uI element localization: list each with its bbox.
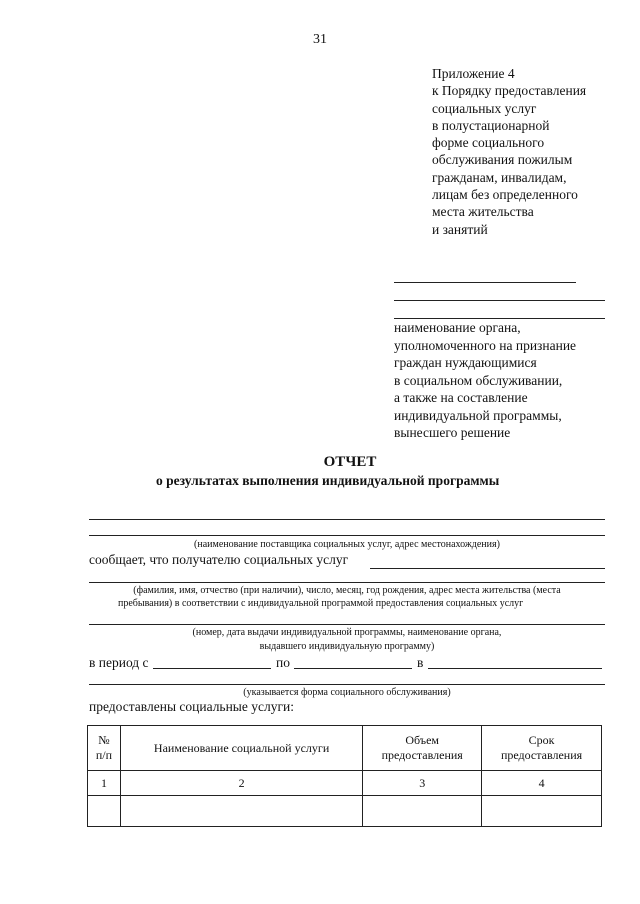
report-subtitle: о результатах выполнения индивидуальной программы bbox=[156, 473, 500, 488]
column-number-cell: 4 bbox=[482, 771, 602, 796]
addressee-line-1[interactable] bbox=[394, 282, 576, 283]
table-header-row bbox=[88, 726, 602, 771]
empty-cell[interactable] bbox=[88, 796, 121, 827]
program-line[interactable] bbox=[89, 624, 605, 625]
form-hint: (указывается форма социального обслуживания) bbox=[243, 687, 451, 698]
header-number bbox=[88, 726, 121, 771]
appendix-line: социальных услуг bbox=[432, 100, 537, 116]
recipient-line-2[interactable] bbox=[89, 582, 605, 583]
recipient-hint-1: (фамилия, имя, отчество (при наличии), число, месяц, год рождения, адрес места жительства (места bbox=[133, 585, 561, 596]
column-number-cell: 2 bbox=[120, 771, 362, 796]
program-hint-1: (номер, дата выдачи индивидуальной программы, наименование органа, bbox=[192, 627, 502, 638]
appendix-line: Приложение 4 bbox=[432, 66, 515, 81]
report-title: ОТЧЕТ bbox=[323, 454, 377, 470]
informs-label: сообщает, что получателю социальных услуг bbox=[89, 552, 349, 567]
form-line[interactable] bbox=[89, 684, 605, 685]
services-table bbox=[87, 725, 602, 827]
table-number-row bbox=[88, 771, 602, 796]
appendix-line: к Порядку предоставления bbox=[432, 83, 587, 99]
empty-cell[interactable] bbox=[482, 796, 602, 827]
header-service-name bbox=[120, 726, 362, 771]
header-text: п/п bbox=[95, 748, 113, 762]
period-in-field[interactable] bbox=[428, 668, 602, 669]
authority-line: граждан нуждающимися bbox=[394, 355, 537, 370]
period-from-label: в период с bbox=[89, 655, 149, 670]
recipient-line-1[interactable] bbox=[370, 568, 605, 569]
authority-line: индивидуальной программы, bbox=[394, 407, 562, 423]
addressee-line-2[interactable] bbox=[394, 300, 605, 301]
header-text: Срок bbox=[528, 733, 555, 747]
appendix-line: места жительства bbox=[432, 204, 534, 220]
appendix-line: лицам без определенного bbox=[432, 187, 578, 203]
appendix-line: гражданам, инвалидам, bbox=[432, 169, 567, 185]
header-volume bbox=[363, 726, 482, 771]
appendix-header bbox=[432, 65, 586, 238]
provider-hint: (наименование поставщика социальных услуг, адрес местонахождения) bbox=[194, 539, 500, 550]
authority-line: вынесшего решение bbox=[394, 425, 511, 440]
appendix-line: и занятий bbox=[432, 221, 488, 237]
program-hint-2: выдавшего индивидуальную программу) bbox=[259, 641, 435, 652]
period-in-label: в bbox=[417, 655, 424, 670]
header-text: Объем bbox=[405, 733, 439, 747]
provider-line-1[interactable] bbox=[89, 519, 605, 520]
header-text: № bbox=[98, 733, 110, 747]
provider-line-2[interactable] bbox=[89, 535, 605, 536]
authority-line: в социальном обслуживании, bbox=[394, 372, 563, 388]
table-row bbox=[88, 796, 602, 827]
header-term bbox=[482, 726, 602, 771]
header-text: предоставления bbox=[381, 748, 463, 762]
empty-cell[interactable] bbox=[363, 796, 482, 827]
appendix-line: обслуживания пожилым bbox=[432, 152, 573, 168]
column-number-cell: 1 bbox=[88, 771, 121, 796]
period-to-label: по bbox=[276, 655, 290, 670]
empty-cell[interactable] bbox=[120, 796, 362, 827]
authority-line: а также на составление bbox=[394, 390, 528, 405]
header-text: предоставления bbox=[500, 748, 583, 762]
page-number: 31 bbox=[313, 32, 327, 47]
column-number-cell: 3 bbox=[363, 771, 482, 796]
authority-line: уполномоченного на признание bbox=[394, 337, 577, 353]
services-provided-label: предоставлены социальные услуги: bbox=[89, 699, 294, 714]
recipient-hint-2: пребывания) в соответствии с индивидуальной программой предоставления социальных услуг bbox=[118, 598, 524, 609]
header-text: Наименование социальной услуги bbox=[153, 740, 330, 755]
authority-caption bbox=[394, 319, 576, 442]
period-from-field[interactable] bbox=[153, 668, 271, 669]
authority-line: наименование органа, bbox=[394, 320, 521, 335]
period-to-field[interactable] bbox=[294, 668, 412, 669]
appendix-line: форме социального bbox=[432, 135, 545, 151]
appendix-line: в полустационарной bbox=[432, 117, 550, 133]
